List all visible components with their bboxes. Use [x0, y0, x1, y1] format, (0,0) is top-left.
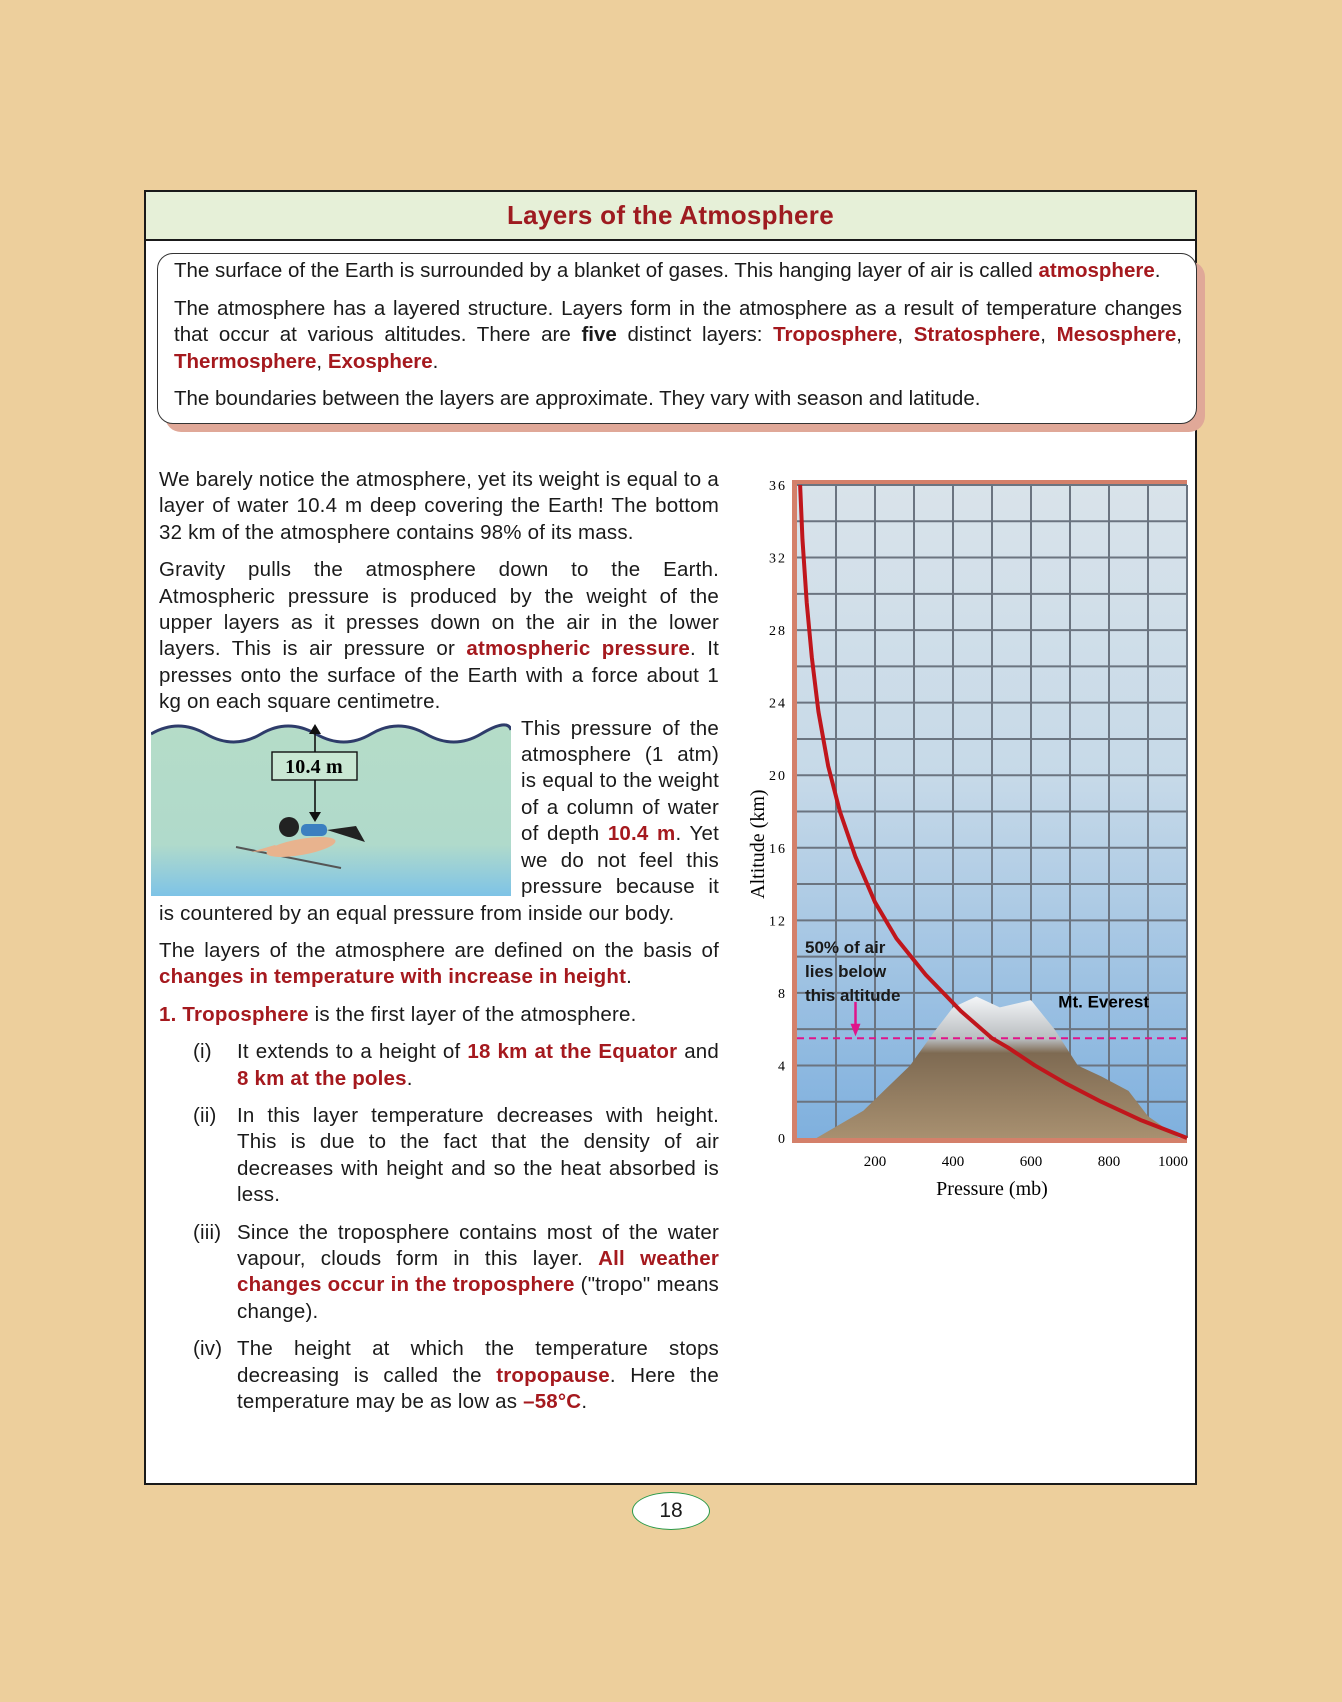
text-run: . It presses onto the surface of the Earth with a force about 1 kg on each square centimetre.	[159, 637, 719, 714]
list-item	[159, 1103, 719, 1209]
highlight-term: atmospheric pressure	[466, 637, 690, 661]
list-item-text	[237, 1337, 719, 1413]
text-run: ,	[1040, 323, 1057, 346]
y-tick-label: 20	[769, 769, 787, 785]
intro-paragraph	[174, 386, 1182, 413]
y-tick-label: 28	[769, 624, 787, 640]
annotation-line: this altitude	[805, 985, 901, 1005]
y-tick-label: 16	[769, 841, 787, 857]
x-axis-title: Pressure (mb)	[936, 1178, 1048, 1200]
highlight-term: 18 km at the Equator	[467, 1040, 678, 1064]
list-item	[159, 1336, 719, 1415]
list-heading	[159, 1002, 719, 1028]
page-number: 18	[632, 1492, 710, 1530]
x-tick-label: 800	[1097, 1154, 1121, 1170]
text-run: .	[626, 965, 633, 989]
body-text	[159, 467, 719, 1426]
pressure-altitude-chart	[742, 472, 1202, 1212]
highlight-term: Troposphere	[182, 1002, 309, 1026]
diver-illustration	[151, 720, 511, 896]
list-item-text	[237, 1104, 719, 1206]
highlight-term: Troposphere	[773, 323, 898, 346]
page	[144, 190, 1197, 1485]
y-tick-label: 24	[769, 696, 787, 712]
text-run: .	[581, 1390, 588, 1413]
list-item-number: (ii)	[193, 1103, 217, 1127]
highlight-term: –58°C	[523, 1390, 582, 1413]
y-tick-label: 12	[769, 914, 787, 930]
para-part	[159, 558, 719, 713]
highlight-term: Exosphere	[327, 349, 433, 373]
text-run: We barely notice the atmosphere, yet its weight is equal to a layer of water 10.4 m deep covering the Earth! The bottom 32 km of the atmosphere contains 98% of its mass.	[159, 468, 719, 544]
text-run: This pressure of the atmosphere (1 atm) is equal to the weight of a column of water of depth	[521, 716, 719, 846]
text-run: .	[406, 1066, 413, 1090]
list-item-number: (i)	[193, 1040, 212, 1064]
list-item	[159, 1039, 719, 1092]
x-tick-label: 1000	[1158, 1154, 1188, 1170]
y-axis-title: Altitude (km)	[747, 789, 769, 899]
list-item-number: (iv)	[193, 1337, 223, 1361]
highlight-term: 10.4 m	[607, 822, 676, 846]
intro-box	[157, 253, 1197, 424]
text-run: The surface of the Earth is surrounded by a blanket of gases. This hanging layer of air is called	[174, 259, 1039, 282]
text-run: and	[677, 1040, 720, 1064]
text-run: ,	[316, 349, 328, 373]
highlight-term: atmosphere	[1038, 259, 1155, 282]
text-run: ,	[897, 323, 914, 346]
text-run: The height at which the temperature stops decreasing is called the	[237, 1337, 719, 1387]
highlight-term: Stratosphere	[913, 323, 1041, 346]
list	[159, 1039, 719, 1415]
intro-paragraph	[174, 296, 1182, 376]
text-run: The boundaries between the layers are approximate. They vary with season and latitude.	[174, 387, 981, 410]
y-tick-label: 8	[778, 986, 787, 1002]
text-run: It extends to a height of	[237, 1040, 468, 1064]
highlight-term: changes in temperature with increase in height	[159, 965, 627, 989]
text-run: .	[432, 349, 439, 373]
paragraph	[159, 557, 719, 715]
highlight-term: 1.	[159, 1002, 183, 1026]
paragraph	[159, 938, 719, 991]
x-tick-label: 600	[1019, 1154, 1043, 1170]
highlight-term: All weather changes occur in the troposphere	[237, 1246, 719, 1297]
x-tick-label: 400	[941, 1154, 965, 1170]
highlight-term: tropopause	[496, 1363, 610, 1387]
y-tick-label: 36	[769, 479, 787, 494]
list-item-text	[237, 1221, 719, 1323]
paragraph	[159, 467, 719, 546]
intro-paragraph	[174, 258, 1182, 285]
text-run: . Yet we do not feel this pressure because it is countered by an equal pressure from inside our body.	[159, 822, 719, 925]
highlight-term: Mesosphere	[1056, 323, 1177, 346]
x-tick-label: 200	[863, 1154, 887, 1170]
bold-text: five	[581, 323, 617, 346]
text-run: ,	[1176, 323, 1182, 346]
y-tick-label: 4	[778, 1059, 787, 1075]
list-item-number: (iii)	[193, 1220, 222, 1244]
annotation-line: 50% of air	[805, 937, 886, 957]
list-item-text	[237, 1040, 719, 1089]
y-tick-label: 0	[778, 1132, 787, 1147]
y-tick-label: 32	[769, 551, 787, 567]
highlight-term: 8 km at the poles	[237, 1066, 407, 1090]
text-run: .	[1154, 259, 1161, 282]
text-run: The atmosphere has a layered structure. Layers form in the atmosphere as a result of temperature changes that occur at various altitudes. There are	[174, 296, 1182, 346]
plot-border-bottom	[797, 1138, 1187, 1143]
depth-label: 10.4 m	[285, 755, 343, 778]
text-run: Gravity pulls the atmosphere down to the Earth. Atmospheric pressure is produced by the weight of the upper layers as it presses down on the air in the lower layers. This is air pressure or	[159, 558, 719, 661]
list-item	[159, 1220, 719, 1326]
paragraph	[159, 716, 719, 927]
text-run: is the first layer of the atmosphere.	[308, 1002, 637, 1026]
text-run: In this layer temperature decreases with height. This is due to the fact that the density of air decreases with height and so the heat absorbed is less.	[237, 1103, 719, 1207]
page-title: Layers of the Atmosphere	[146, 192, 1195, 241]
annotation-line: lies below	[805, 961, 887, 981]
text-run: Since the troposphere contains most of the water vapour, clouds form in this layer.	[237, 1220, 719, 1270]
text-run: distinct layers:	[616, 323, 774, 346]
highlight-term: Thermosphere	[174, 349, 317, 373]
text-run: The layers of the atmosphere are defined on the basis of	[159, 938, 719, 962]
annotation-mt-everest: Mt. Everest	[1058, 992, 1150, 1012]
text-run: ("tropo" means change).	[237, 1273, 719, 1323]
text-run: . Here the temperature may be as low as	[237, 1363, 719, 1413]
